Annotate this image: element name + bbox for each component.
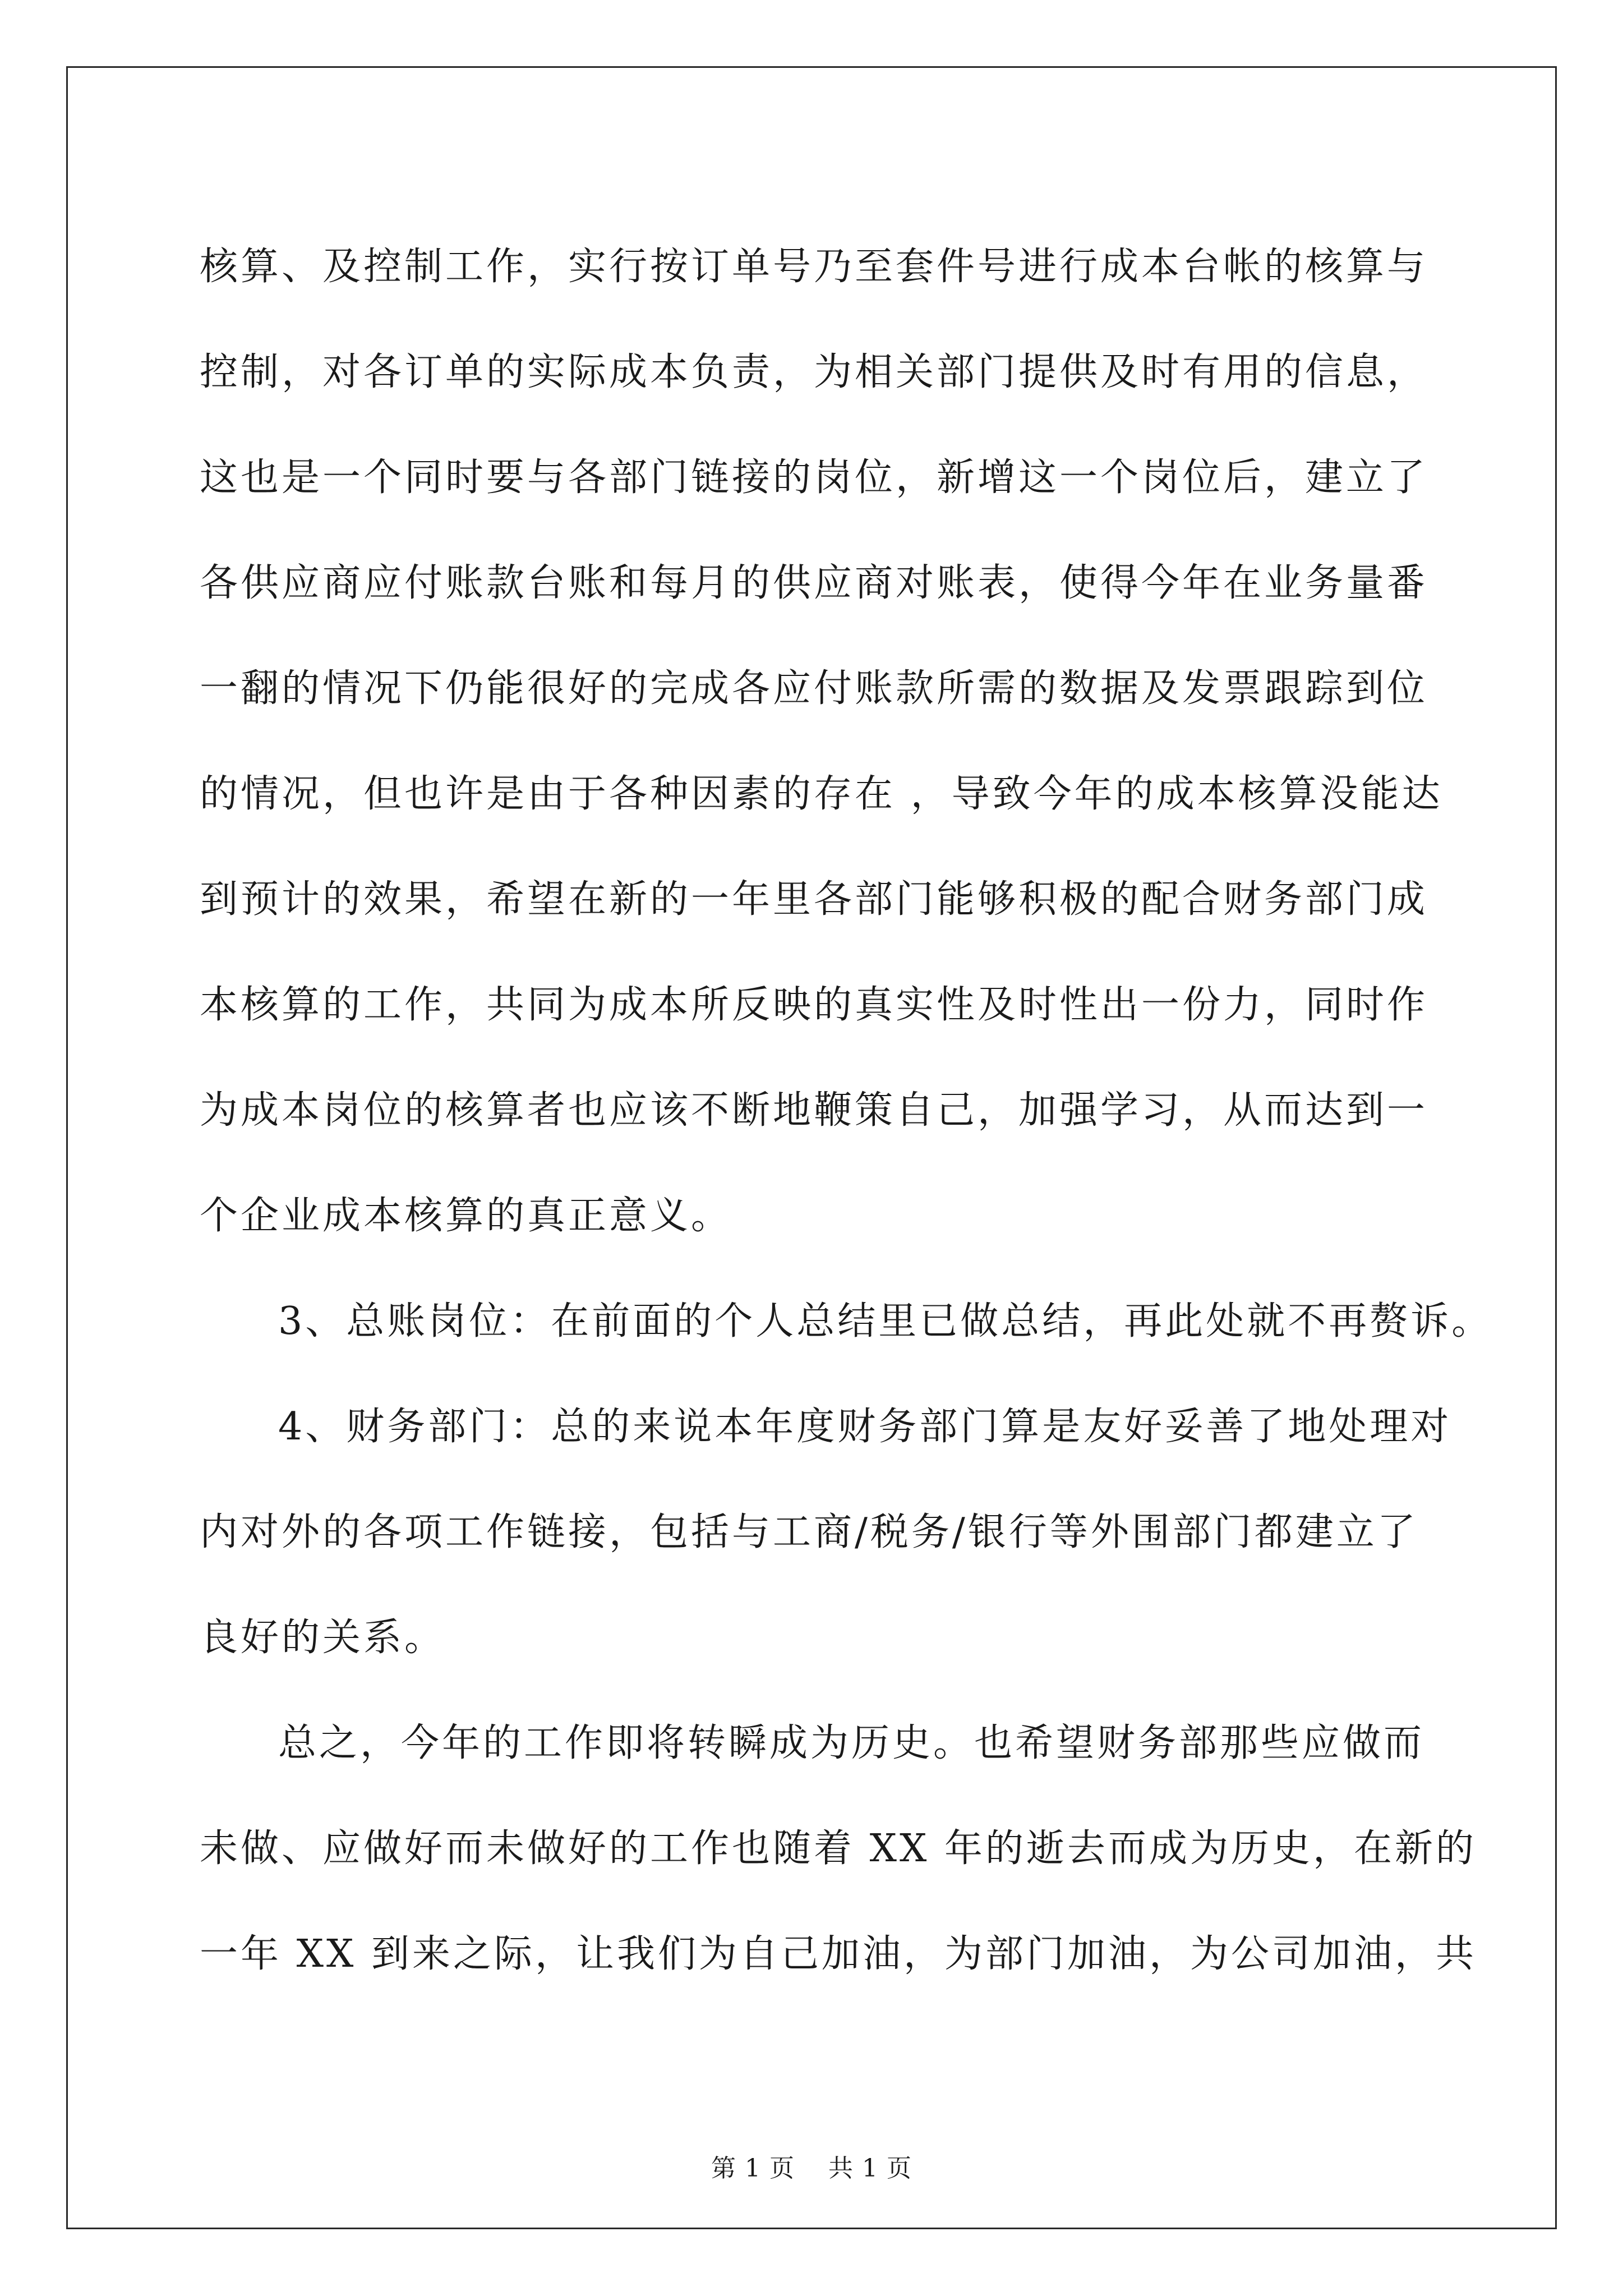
text-line: 本核算的工作，共同为成本所反映的真实性及时性出一份力，同时作 [200, 983, 1428, 1027]
paragraph-first-line: 3、总账岗位：在前面的个人总结里已做总结，再此处就不再赘诉。 [278, 1299, 1493, 1343]
text-line: 为成本岗位的核算者也应该不断地鞭策自己，加强学习，从而达到一 [200, 1088, 1428, 1133]
paragraph-first-line: 4、财务部门：总的来说本年度财务部门算是友好妥善了地处理对 [278, 1405, 1452, 1449]
text-line: 内对外的各项工作链接，包括与工商/税务/银行等外围部门都建立了 [200, 1510, 1418, 1554]
page-total: 共 1 页 [828, 2154, 912, 2183]
page-number: 第 1 页 [711, 2154, 795, 2183]
text-line: 各供应商应付账款台账和每月的供应商对账表，使得今年在业务量番 [200, 561, 1428, 605]
text-line: 一年 XX 到来之际，让我们为自己加油，为部门加油，为公司加油，共 [200, 1932, 1477, 1976]
text-line: 良好的关系。 [200, 1616, 446, 1660]
text-line: 到预计的效果，希望在新的一年里各部门能够积极的配合财务部门成 [200, 877, 1428, 922]
text-line: 控制，对各订单的实际成本负责，为相关部门提供及时有用的信息， [200, 350, 1428, 394]
text-line: 未做、应做好而未做好的工作也随着 XX 年的逝去而成为历史，在新的 [200, 1826, 1477, 1871]
body-text [200, 214, 1493, 2007]
text-line: 一翻的情况下仍能很好的完成各应付账款所需的数据及发票跟踪到位 [200, 666, 1428, 711]
text-line: 的情况，但也许是由于各种因素的存在 ，导致今年的成本核算没能达 [200, 772, 1443, 816]
text-line: 个企业成本核算的真正意义。 [200, 1194, 732, 1238]
paragraph-first-line: 总之，今年的工作即将转瞬成为历史。也希望财务部那些应做而 [278, 1721, 1425, 1765]
page-footer [0, 2152, 1623, 2185]
text-line: 这也是一个同时要与各部门链接的岗位，新增这一个岗位后，建立了 [200, 455, 1428, 500]
text-line: 核算、及控制工作，实行按订单号乃至套件号进行成本台帐的核算与 [200, 245, 1428, 289]
